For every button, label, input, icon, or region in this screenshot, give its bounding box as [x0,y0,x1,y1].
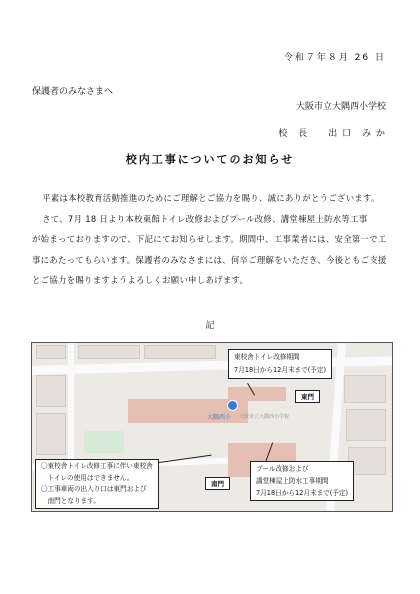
map-road-west [68,343,74,463]
gate-south-label: 南門 [205,477,230,490]
principal-name: 校 長 出 口 み か [278,129,386,139]
callout-pool-line-3: 7月18日から12月末まで(予定) [256,489,349,497]
callout-pool-line-2: 講堂棟屋上防水工事期間 [256,477,329,485]
map-green-area [84,431,124,453]
map-block [346,409,386,441]
map-block [36,375,66,407]
notice-line-4: 南門となります。 [41,496,100,505]
body-paragraph-2-line-3: 事にあたってもらいます。保護者のみなさまには、何卒ご理解をいただき、今後ともご支援 [32,254,387,265]
map-block [36,413,66,455]
notice-line-1: 〇東校舎トイレ改修工事に伴い東校舎 [41,462,153,470]
body-paragraph-1: 平素は本校教育活動推進のためにご理解とご協力を賜り、誠にありがとうございます。 [42,193,380,203]
map-pin-label: 大隅西小 [207,414,232,421]
page-title: 校内工事についてのお知らせ [125,153,295,166]
body-paragraph-2-line-1: さて、7月 18 日より本校東館トイレ改修およびプール改修、講堂棟屋上防水等工事 [42,213,368,224]
map-east-building [228,387,286,401]
school-name: 大阪市立大隅西小学校 [295,102,386,112]
addressee: 保護者のみなさまへ [32,87,114,97]
map-block [144,345,216,359]
callout-toilet-line-2: 7月18日から12月末まで(予定) [234,366,327,374]
callout-toilet-line-1: 東校舎トイレ改修期間 [234,353,300,361]
map-school-label: 大阪市立大隅西小学校 [239,414,290,420]
location-pin-icon [227,400,238,411]
school-map [31,342,393,512]
map-block [344,375,386,403]
notice-date: 令和７年８月 26 日 [283,53,386,63]
notice-line-3: 〇工事車両の出入り口は東門および [41,485,147,493]
notice-line-2: トイレの使用はできません。 [41,473,134,482]
ki-heading: 記 [205,321,215,331]
body-paragraph-2-line-2: が始まっておりますので、下記にてお知らせします。期間中、工事業者には、安全第一で工 [32,234,387,244]
callout-pool-line-1: プール改修および [256,465,309,473]
callout-pool-renovation [250,461,354,501]
body-paragraph-2-line-4: とご協力を賜りますようよろしくお願い申しあげます。 [32,275,249,285]
gate-east-label: 東門 [295,390,320,403]
map-block [78,345,140,359]
notice-body [32,188,388,291]
callout-usage-notice [35,459,159,509]
callout-toilet-renovation [228,349,332,379]
map-block [36,345,66,359]
